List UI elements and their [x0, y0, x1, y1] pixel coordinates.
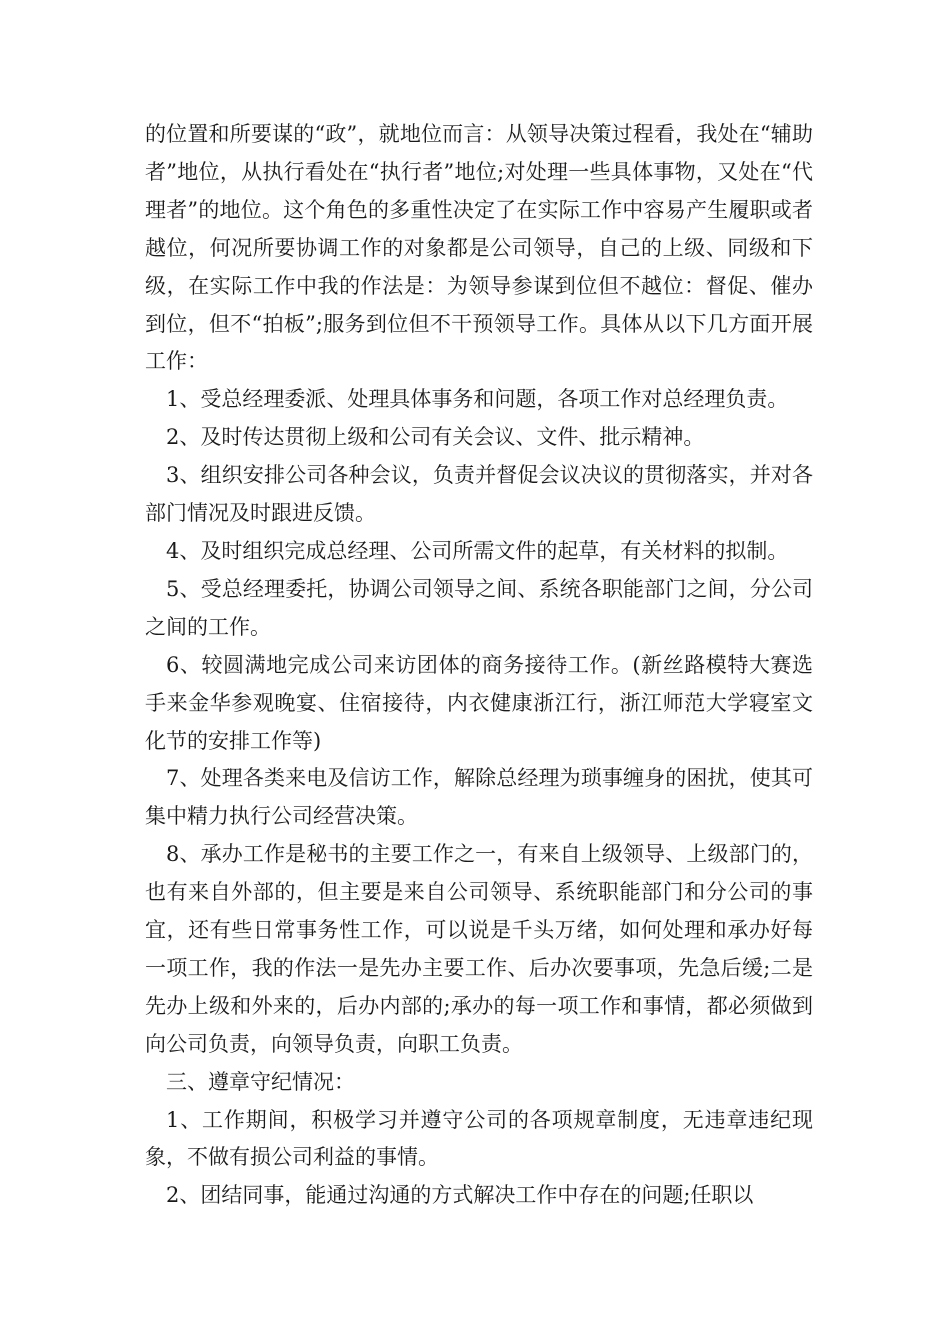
list-item-5: 5、受总经理委托，协调公司领导之间、系统各职能部门之间，分公司之间的工作。 — [145, 576, 813, 639]
list-item-1: 1、受总经理委派、处理具体事务和问题，各项工作对总经理负责。 — [166, 387, 789, 412]
paragraph-role-description: 的位置和所要谋的“政”，就地位而言：从领导决策过程看，我处在“辅助者”地位，从执行看处在“执行者”地位;对处理一些具体事物，又处在“代理者”的地位。这个角色的多重性决定了在实际工作中容易产生履职或者越位，何况所要协调工作的对象都是公司领导，自己的上级、同级和下级，在实际工作中我的作法是：为领导参谋到位但不越位：督促、催办到位，但不“拍板”;服务到位但不干预领导工作。具体从以下几方面开展工作： — [145, 122, 813, 374]
list-item-3: 3、组织安排公司各种会议，负责并督促会议决议的贯彻落实，并对各部门情况及时跟进反馈。 — [145, 463, 813, 526]
document-body — [145, 116, 813, 1215]
list-item-2: 2、及时传达贯彻上级和公司有关会议、文件、批示精神。 — [166, 425, 705, 450]
discipline-item-1: 1、工作期间，积极学习并遵守公司的各项规章制度，无违章违纪现象，不做有损公司利益的事情。 — [145, 1107, 813, 1170]
list-item-6: 6、较圆满地完成公司来访团体的商务接待工作。(新丝路模特大赛选手来金华参观晚宴、住宿接待，内衣健康浙江行，浙江师范大学寝室文化节的安排工作等) — [145, 652, 813, 753]
discipline-item-2: 2、团结同事，能通过沟通的方式解决工作中存在的问题;任职以 — [166, 1183, 754, 1208]
list-item-7: 7、处理各类来电及信访工作，解除总经理为琐事缠身的困扰，使其可集中精力执行公司经营决策。 — [145, 766, 813, 829]
list-item-4: 4、及时组织完成总经理、公司所需文件的起草，有关材料的拟制。 — [166, 538, 789, 563]
section-heading-discipline: 三、遵章守纪情况： — [166, 1069, 355, 1094]
list-item-8: 8、承办工作是秘书的主要工作之一，有来自上级领导、上级部门的，也有来自外部的，但主要是来自公司领导、系统职能部门和分公司的事宜，还有些日常事务性工作，可以说是千头万绪，如何处理和承办好每一项工作，我的作法一是先办主要工作、后办次要事项，先急后缓;二是先办上级和外来的，后办内部的;承办的每一项工作和事情，都必须做到向公司负责，向领导负责，向职工负责。 — [145, 842, 813, 1056]
